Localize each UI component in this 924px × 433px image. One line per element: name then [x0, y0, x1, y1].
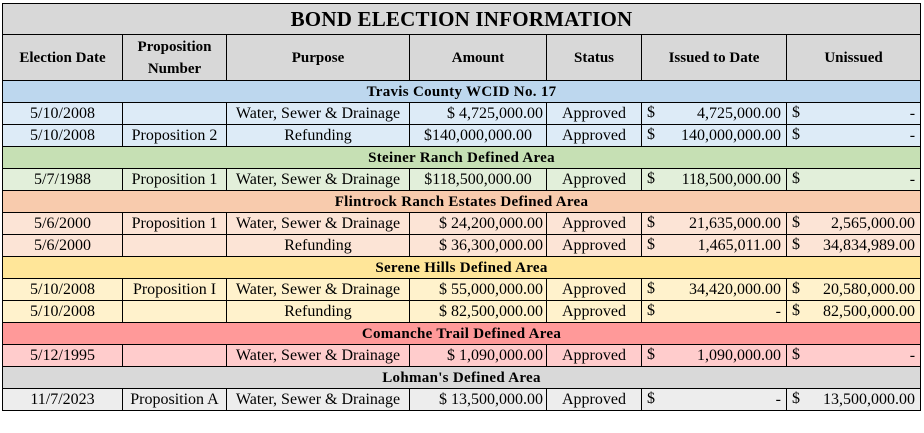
amount-cell-value: 82,500,000.00: [451, 302, 543, 320]
status-cell: Approved: [547, 169, 642, 191]
table-row: [3, 389, 921, 411]
status-cell: Approved: [547, 389, 642, 411]
unissued-cell-value: 82,500,000.00: [823, 302, 916, 320]
election-date-cell: 5/10/2008: [3, 103, 123, 125]
purpose-cell: Water, Sewer & Drainage: [227, 169, 410, 191]
currency-symbol: $: [647, 214, 655, 231]
header-purpose: Purpose: [227, 35, 410, 81]
election-date-cell: 5/7/1988: [3, 169, 123, 191]
issued-to-date-cell: [642, 345, 787, 367]
unissued-cell-value: 2,565,000.00: [831, 214, 916, 232]
amount-cell: $118,500,000.00: [410, 169, 547, 191]
currency-symbol: $: [439, 214, 447, 232]
amount-cell: [410, 345, 547, 367]
currency-symbol: $: [792, 302, 800, 319]
currency-symbol: $: [439, 390, 447, 408]
unissued-cell-value: -: [909, 170, 916, 188]
unissued-cell: [787, 125, 921, 147]
currency-symbol: $: [439, 236, 447, 254]
section-header-row: [3, 191, 921, 213]
purpose-cell: Refunding: [227, 301, 410, 323]
currency-symbol: $: [647, 104, 655, 121]
currency-symbol: $: [647, 280, 655, 297]
unissued-cell-value: 20,580,000.00: [823, 280, 916, 298]
amount-cell-value: 36,300,000.00: [451, 236, 543, 254]
amount-cell: [410, 103, 547, 125]
currency-symbol: $: [792, 346, 800, 363]
election-date-cell: 11/7/2023: [3, 389, 123, 411]
unissued-cell: [787, 345, 921, 367]
issued-to-date-cell-value: 1,090,000.00: [697, 346, 781, 364]
currency-symbol: $: [647, 346, 655, 363]
section-title: Serene Hills Defined Area: [3, 257, 921, 279]
unissued-cell: [787, 301, 921, 323]
title-row: [3, 4, 921, 35]
section-header-row: [3, 367, 921, 389]
unissued-cell: [787, 169, 921, 191]
unissued-cell: [787, 389, 921, 411]
header-issued-to-date: Issued to Date: [642, 35, 787, 81]
unissued-cell-value: -: [909, 346, 916, 364]
proposition-cell: Proposition A: [123, 389, 227, 411]
proposition-cell: [123, 235, 227, 257]
bond-election-table: [2, 3, 921, 411]
issued-to-date-cell: [642, 125, 787, 147]
status-cell: Approved: [547, 103, 642, 125]
issued-to-date-cell: [642, 213, 787, 235]
issued-to-date-cell-value: 140,000,000.00: [681, 126, 781, 144]
election-date-cell: 5/12/1995: [3, 345, 123, 367]
status-cell: Approved: [547, 213, 642, 235]
proposition-cell: Proposition 1: [123, 213, 227, 235]
purpose-cell: Water, Sewer & Drainage: [227, 345, 410, 367]
issued-to-date-cell: [642, 169, 787, 191]
section-header-row: [3, 81, 921, 103]
currency-symbol: $: [439, 280, 447, 298]
election-date-cell: 5/6/2000: [3, 235, 123, 257]
election-date-cell: 5/10/2008: [3, 279, 123, 301]
bond-election-table-container: [2, 3, 920, 411]
header-amount: Amount: [410, 35, 547, 81]
currency-symbol: $: [439, 302, 447, 320]
issued-to-date-cell-value: -: [775, 302, 781, 320]
proposition-cell: Proposition 2: [123, 125, 227, 147]
amount-cell: [410, 235, 547, 257]
currency-symbol: $: [647, 170, 655, 187]
issued-to-date-cell-value: -: [775, 390, 781, 408]
currency-symbol: $: [792, 390, 800, 407]
issued-to-date-cell: [642, 103, 787, 125]
header-unissued: Unissued: [787, 35, 921, 81]
status-cell: Approved: [547, 345, 642, 367]
amount-cell-value: 4,725,000.00: [459, 104, 543, 122]
currency-symbol: $: [647, 236, 655, 253]
section-title: Steiner Ranch Defined Area: [3, 147, 921, 169]
header-row: [3, 35, 921, 81]
status-cell: Approved: [547, 235, 642, 257]
purpose-cell: Water, Sewer & Drainage: [227, 279, 410, 301]
purpose-cell: Water, Sewer & Drainage: [227, 103, 410, 125]
amount-cell: [410, 301, 547, 323]
unissued-cell: [787, 279, 921, 301]
proposition-cell: [123, 345, 227, 367]
currency-symbol: $: [792, 126, 800, 143]
section-header-row: [3, 147, 921, 169]
issued-to-date-cell: [642, 235, 787, 257]
table-row: [3, 125, 921, 147]
section-title: Lohman's Defined Area: [3, 367, 921, 389]
unissued-cell: [787, 213, 921, 235]
purpose-cell: Refunding: [227, 125, 410, 147]
election-date-cell: 5/6/2000: [3, 213, 123, 235]
unissued-cell-value: 13,500,000.00: [823, 390, 916, 408]
issued-to-date-cell: [642, 279, 787, 301]
purpose-cell: Water, Sewer & Drainage: [227, 213, 410, 235]
section-title: Flintrock Ranch Estates Defined Area: [3, 191, 921, 213]
amount-cell-value: 55,000,000.00: [451, 280, 543, 298]
header-status: Status: [547, 35, 642, 81]
proposition-cell: [123, 301, 227, 323]
unissued-cell-value: 34,834,989.00: [823, 236, 916, 254]
amount-cell-value: 13,500,000.00: [451, 390, 543, 408]
amount-cell-value: 1,090,000.00: [459, 346, 543, 364]
currency-symbol: $: [792, 214, 800, 231]
currency-symbol: $: [447, 104, 455, 122]
table-row: [3, 279, 921, 301]
issued-to-date-cell: [642, 301, 787, 323]
purpose-cell: Refunding: [227, 235, 410, 257]
proposition-cell: Proposition 1: [123, 169, 227, 191]
election-date-cell: 5/10/2008: [3, 301, 123, 323]
section-header-row: [3, 323, 921, 345]
status-cell: Approved: [547, 279, 642, 301]
unissued-cell-value: -: [909, 104, 916, 122]
amount-cell: [410, 389, 547, 411]
issued-to-date-cell-value: 1,465,011.00: [697, 236, 781, 254]
status-cell: Approved: [547, 301, 642, 323]
table-row: [3, 235, 921, 257]
section-header-row: [3, 257, 921, 279]
table-row: [3, 103, 921, 125]
table-row: [3, 301, 921, 323]
amount-cell: [410, 213, 547, 235]
table-row: [3, 345, 921, 367]
header-proposition-number: Proposition Number: [123, 35, 227, 81]
section-title: Travis County WCID No. 17: [3, 81, 921, 103]
issued-to-date-cell-value: 34,420,000.00: [689, 280, 781, 298]
table-body: [3, 4, 921, 411]
amount-cell-value: 24,200,000.00: [451, 214, 543, 232]
unissued-cell: [787, 103, 921, 125]
currency-symbol: $: [792, 280, 800, 297]
section-title: Comanche Trail Defined Area: [3, 323, 921, 345]
issued-to-date-cell-value: 118,500,000.00: [681, 170, 781, 188]
election-date-cell: 5/10/2008: [3, 125, 123, 147]
currency-symbol: $: [792, 236, 800, 253]
issued-to-date-cell-value: 4,725,000.00: [697, 104, 781, 122]
amount-cell: [410, 279, 547, 301]
unissued-cell: [787, 235, 921, 257]
currency-symbol: $: [792, 170, 800, 187]
purpose-cell: Water, Sewer & Drainage: [227, 389, 410, 411]
proposition-cell: [123, 103, 227, 125]
table-row: [3, 169, 921, 191]
table-title: BOND ELECTION INFORMATION: [3, 4, 921, 35]
issued-to-date-cell-value: 21,635,000.00: [689, 214, 781, 232]
status-cell: Approved: [547, 125, 642, 147]
currency-symbol: $: [792, 104, 800, 121]
currency-symbol: $: [647, 302, 655, 319]
amount-cell: $140,000,000.00: [410, 125, 547, 147]
table-row: [3, 213, 921, 235]
header-election-date: Election Date: [3, 35, 123, 81]
currency-symbol: $: [647, 126, 655, 143]
currency-symbol: $: [647, 390, 655, 407]
currency-symbol: $: [447, 346, 455, 364]
unissued-cell-value: -: [909, 126, 916, 144]
proposition-cell: Proposition I: [123, 279, 227, 301]
issued-to-date-cell: [642, 389, 787, 411]
